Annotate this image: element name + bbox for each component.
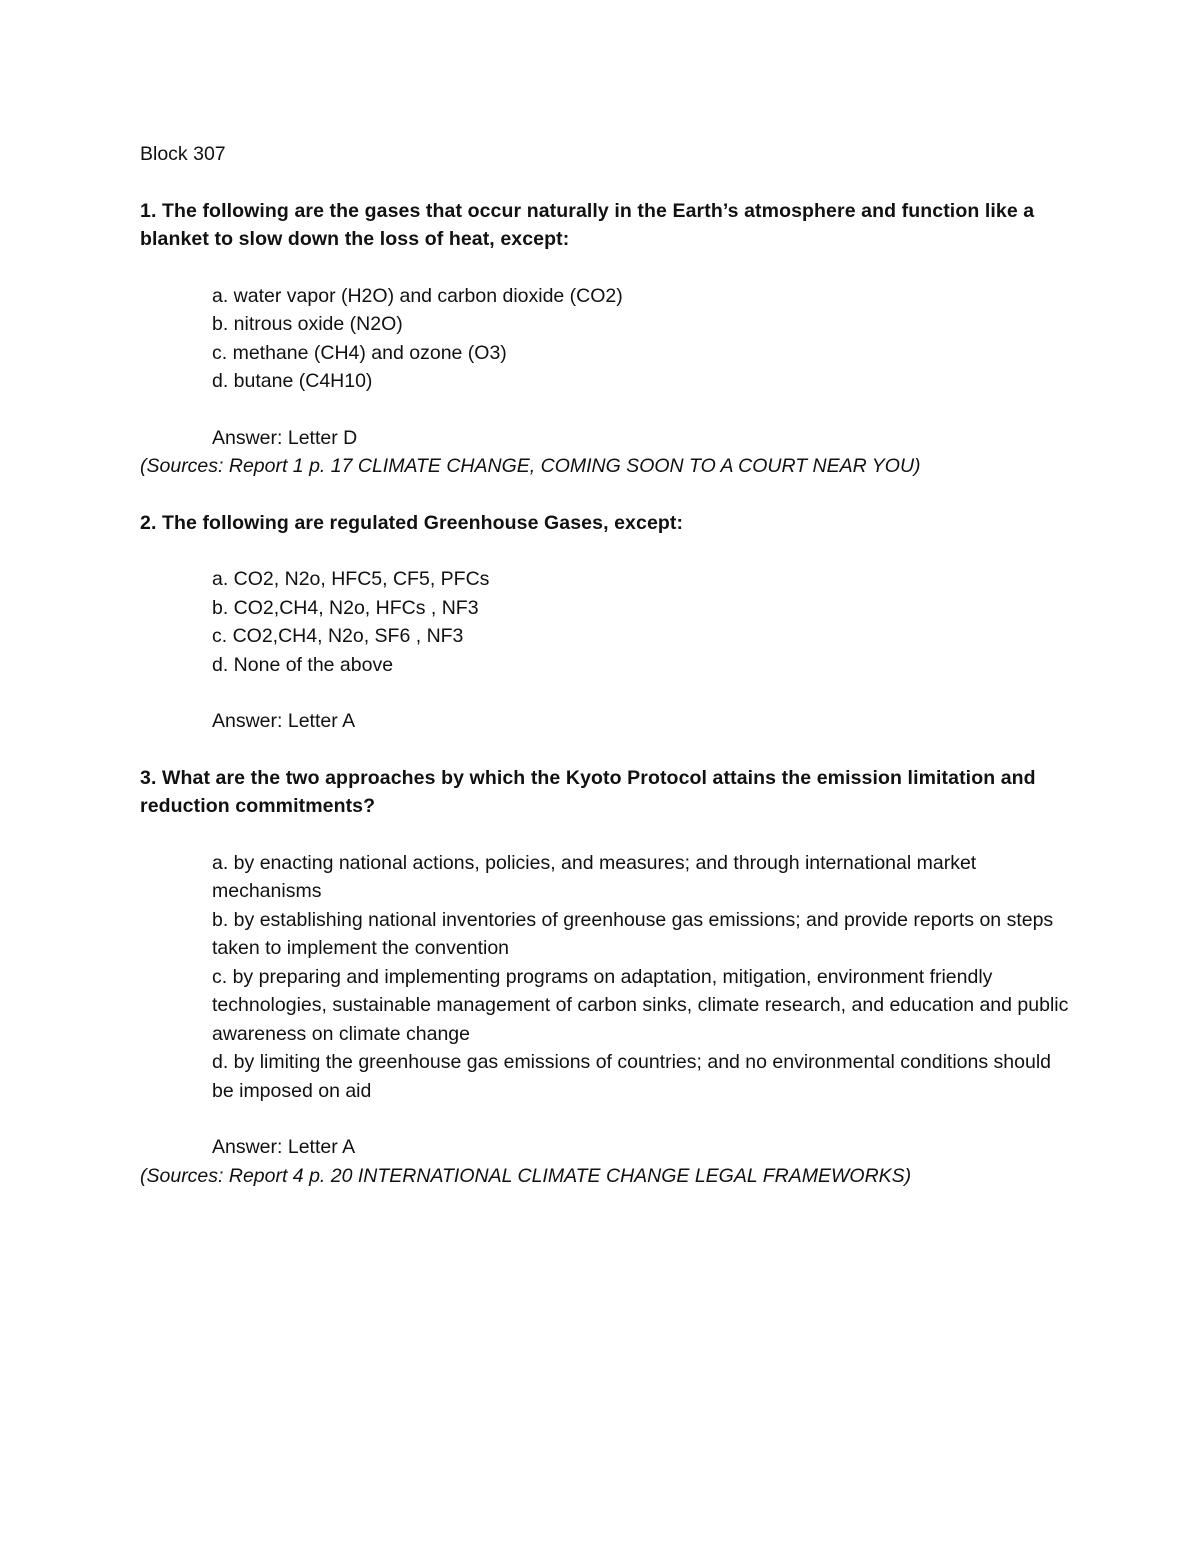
source-citation: (Sources: Report 4 p. 20 INTERNATIONAL CLIMATE CHANGE LEGAL FRAMEWORKS) xyxy=(140,1164,912,1187)
option-d: d. None of the above xyxy=(212,653,394,676)
document-title: Block 307 xyxy=(140,143,226,165)
option-c: c. CO2,CH4, N2o, SF6 , NF3 xyxy=(212,625,464,647)
option-c: c. methane (CH4) and ozone (O3) xyxy=(212,341,507,364)
option-d: d. butane (C4H10) xyxy=(212,370,373,392)
question-text: 2. The following are regulated Greenhouse Gases, except: xyxy=(140,511,684,534)
option-a: a. by enacting national actions, policies, and measures; and through international market mechanisms xyxy=(212,851,977,902)
option-a: a. CO2, N2o, HFC5, CF5, PFCs xyxy=(212,568,490,590)
option-b: b. CO2,CH4, N2o, HFCs , NF3 xyxy=(212,596,479,619)
document-page xyxy=(140,140,1070,1218)
option-a: a. water vapor (H2O) and carbon dioxide (CO2) xyxy=(212,284,623,307)
answer-text: Answer: Letter D xyxy=(212,426,358,449)
answer-text: Answer: Letter A xyxy=(212,710,356,732)
option-d: d. by limiting the greenhouse gas emissions of countries; and no environmental conditions should be imposed on aid xyxy=(212,1051,1051,1102)
option-list xyxy=(140,565,1070,679)
option-list xyxy=(140,849,1070,1106)
question-1 xyxy=(140,197,1070,481)
question-text: 3. What are the two approaches by which the Kyoto Protocol attains the emission limitation and reduction commitments? xyxy=(140,766,1036,817)
question-2 xyxy=(140,509,1070,736)
option-c: c. by preparing and implementing programs on adaptation, mitigation, environment friendly technologies, sustainable management of carbon sinks, climate research, and education and public awareness on climate change xyxy=(212,965,1069,1045)
source-citation: (Sources: Report 1 p. 17 CLIMATE CHANGE, COMING SOON TO A COURT NEAR YOU) xyxy=(140,455,921,477)
question-text: 1. The following are the gases that occur naturally in the Earth’s atmosphere and function like a blanket to slow down the loss of heat, except: xyxy=(140,199,1035,250)
option-b: b. nitrous oxide (N2O) xyxy=(212,313,403,335)
option-b: b. by establishing national inventories of greenhouse gas emissions; and provide reports on steps taken to implement the convention xyxy=(212,908,1054,959)
question-3 xyxy=(140,764,1070,1191)
answer-text: Answer: Letter A xyxy=(212,1136,356,1158)
option-list xyxy=(140,282,1070,396)
